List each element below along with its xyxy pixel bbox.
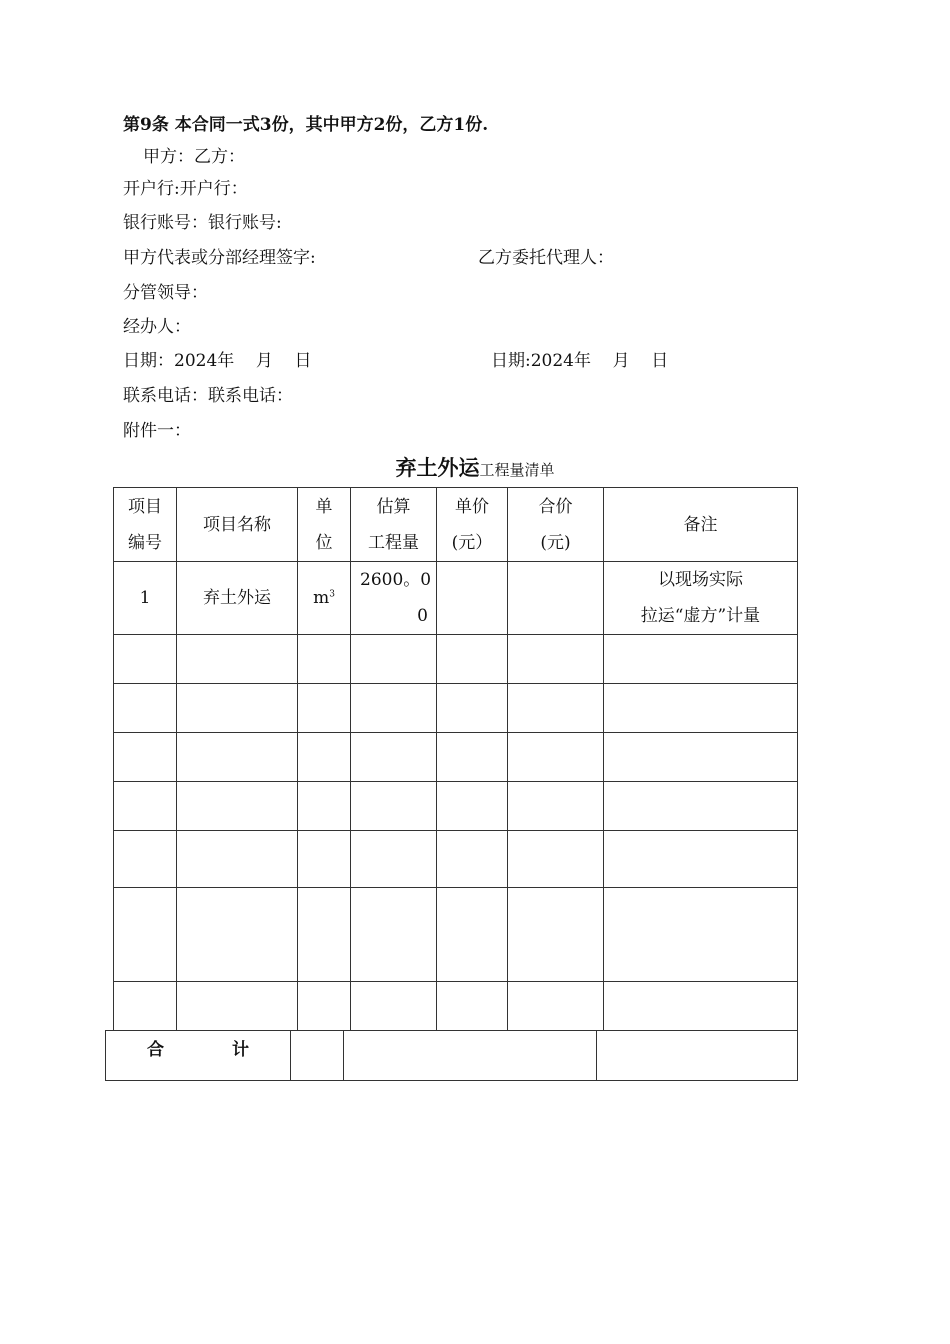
header-item-no: 项目 编号: [114, 488, 177, 562]
handler-line: 经办人：: [123, 317, 191, 337]
table-row: [114, 684, 798, 733]
table-row: [114, 562, 798, 635]
header-quantity: 估算 工程量: [351, 488, 437, 562]
account-line: 银行账号：银行账号:: [123, 213, 282, 233]
attachment-label: 附件一：: [123, 421, 191, 441]
date-party-b: 日期:2024年 月 日: [491, 351, 669, 371]
table-row: [114, 635, 798, 684]
table-row: [114, 782, 798, 831]
clause-9: 第9条 本合同一式3份，其中甲方2份，乙方1份.: [123, 115, 489, 135]
parties-line: 甲方：乙方：: [143, 147, 245, 167]
bank-line: 开户行:开户行：: [123, 179, 248, 199]
sign-party-a: 甲方代表或分部经理签字:: [123, 248, 316, 268]
row1-unit-price: [437, 562, 508, 635]
quantity-table: [113, 487, 798, 1031]
sheet-title: [0, 452, 950, 482]
row1-name: 弃土外运: [177, 562, 298, 635]
row1-no: 1: [114, 562, 177, 635]
row1-quantity: 2600。0 0: [351, 562, 437, 635]
leader-line: 分管领导：: [123, 283, 208, 303]
sign-party-b: 乙方委托代理人：: [478, 248, 614, 268]
date-party-a: 日期：2024年 月 日: [123, 351, 312, 371]
header-item-name: 项目名称: [177, 488, 298, 562]
table-row: [114, 888, 798, 982]
total-row: [106, 1031, 798, 1081]
table-row: [114, 982, 798, 1031]
header-unit-price: 单价 (元）: [437, 488, 508, 562]
sheet-title-sub: 工程量清单: [479, 461, 555, 479]
header-total-price: 合价 (元): [508, 488, 604, 562]
row1-unit: $m^3$: [298, 562, 351, 635]
total-label: 合 计: [106, 1031, 291, 1081]
total-unit: [291, 1031, 344, 1081]
row1-note: 以现场实际 拉运“虚方”计量: [604, 562, 798, 635]
table-row: [114, 733, 798, 782]
row1-total-price: [508, 562, 604, 635]
table-row: [114, 831, 798, 888]
total-amount: [344, 1031, 597, 1081]
total-table: [105, 1030, 798, 1081]
phone-line: 联系电话：联系电话：: [123, 386, 293, 406]
header-unit: 单 位: [298, 488, 351, 562]
table-header-row: [114, 488, 798, 562]
sheet-title-main: 弃土外运: [395, 455, 480, 480]
header-note: 备注: [604, 488, 798, 562]
total-note: [597, 1031, 798, 1081]
